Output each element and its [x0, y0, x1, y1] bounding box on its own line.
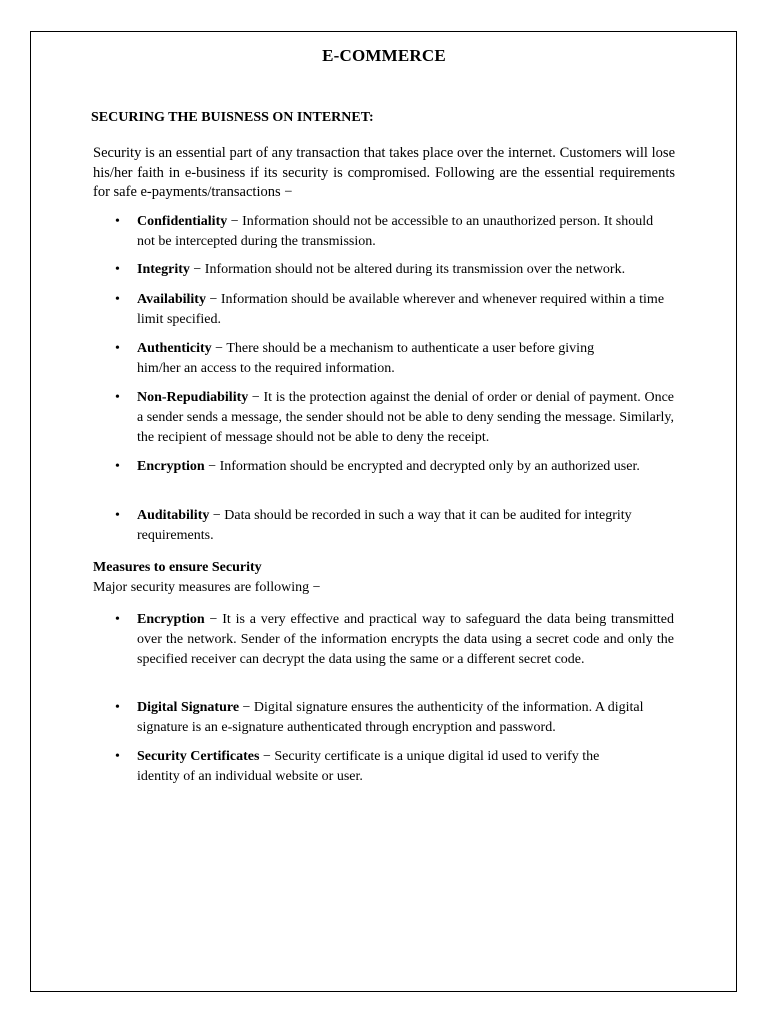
measure-text: − It is a very effective and practical way to safeguard the data being transmitted over the network. Sender of the information encrypts the data using a secret code and only the specified receiver can decrypt the data using the same or a different secret code. [137, 612, 674, 667]
bullet-icon: • [115, 262, 120, 277]
measure-term: Encryption [137, 612, 205, 627]
requirement-term: Integrity [137, 262, 190, 277]
bullet-icon: • [115, 700, 120, 715]
bullet-icon: • [115, 292, 120, 307]
measures-intro: Major security measures are following − [93, 580, 321, 595]
bullet-icon: • [115, 390, 120, 405]
requirement-text: − Information should be encrypted and decrypted only by an authorized user. [204, 459, 640, 474]
intro-paragraph: Security is an essential part of any transaction that takes place over the internet. Customers will lose his/her faith in e-business if its security is compromised. Following are the essential requirements for safe e-payments/transactions − [93, 145, 675, 200]
requirement-term: Confidentiality [137, 214, 228, 229]
document-title: E-COMMERCE [322, 46, 446, 65]
requirement-text: − There should be a mechanism to authenticate a user before giving him/her an access to the required information. [137, 341, 595, 376]
bullet-icon: • [115, 341, 120, 356]
requirement-term: Encryption [137, 459, 205, 474]
bullet-icon: • [115, 459, 120, 474]
measure-text: − Digital signature ensures the authenticity of the information. A digital signature is an e-signature authenticated through encryption and password. [137, 700, 644, 735]
measure-text: − Security certificate is a unique digital id used to verify the identity of an individual website or user. [137, 749, 600, 784]
requirement-text: − Information should not be altered during its transmission over the network. [189, 262, 626, 277]
bullet-icon: • [115, 612, 120, 627]
section-heading: SECURING THE BUISNESS ON INTERNET: [91, 110, 374, 125]
requirement-term: Non-Repudiability [137, 390, 249, 405]
requirement-term: Availability [137, 292, 206, 307]
requirement-term: Authenticity [137, 341, 212, 356]
requirement-text: − Data should be recorded in such a way that it can be audited for integrity requirements. [137, 508, 632, 543]
requirement-text: − Information should be available wherever and whenever required within a time limit specified. [137, 292, 665, 327]
measures-heading: Measures to ensure Security [93, 560, 262, 575]
bullet-icon: • [115, 214, 120, 229]
requirement-text: − Information should not be accessible to an unauthorized person. It should not be intercepted during the transmission. [137, 214, 654, 249]
measure-term: Digital Signature [137, 700, 240, 715]
requirement-term: Auditability [137, 508, 210, 523]
requirement-text: − It is the protection against the denial of order or denial of payment. Once a sender sends a message, the sender should not be able to deny sending the message. Similarly, the recipient of message should not be able to deny the receipt. [137, 390, 674, 445]
bullet-icon: • [115, 508, 120, 523]
bullet-icon: • [115, 749, 120, 764]
measure-term: Security Certificates [137, 749, 260, 764]
